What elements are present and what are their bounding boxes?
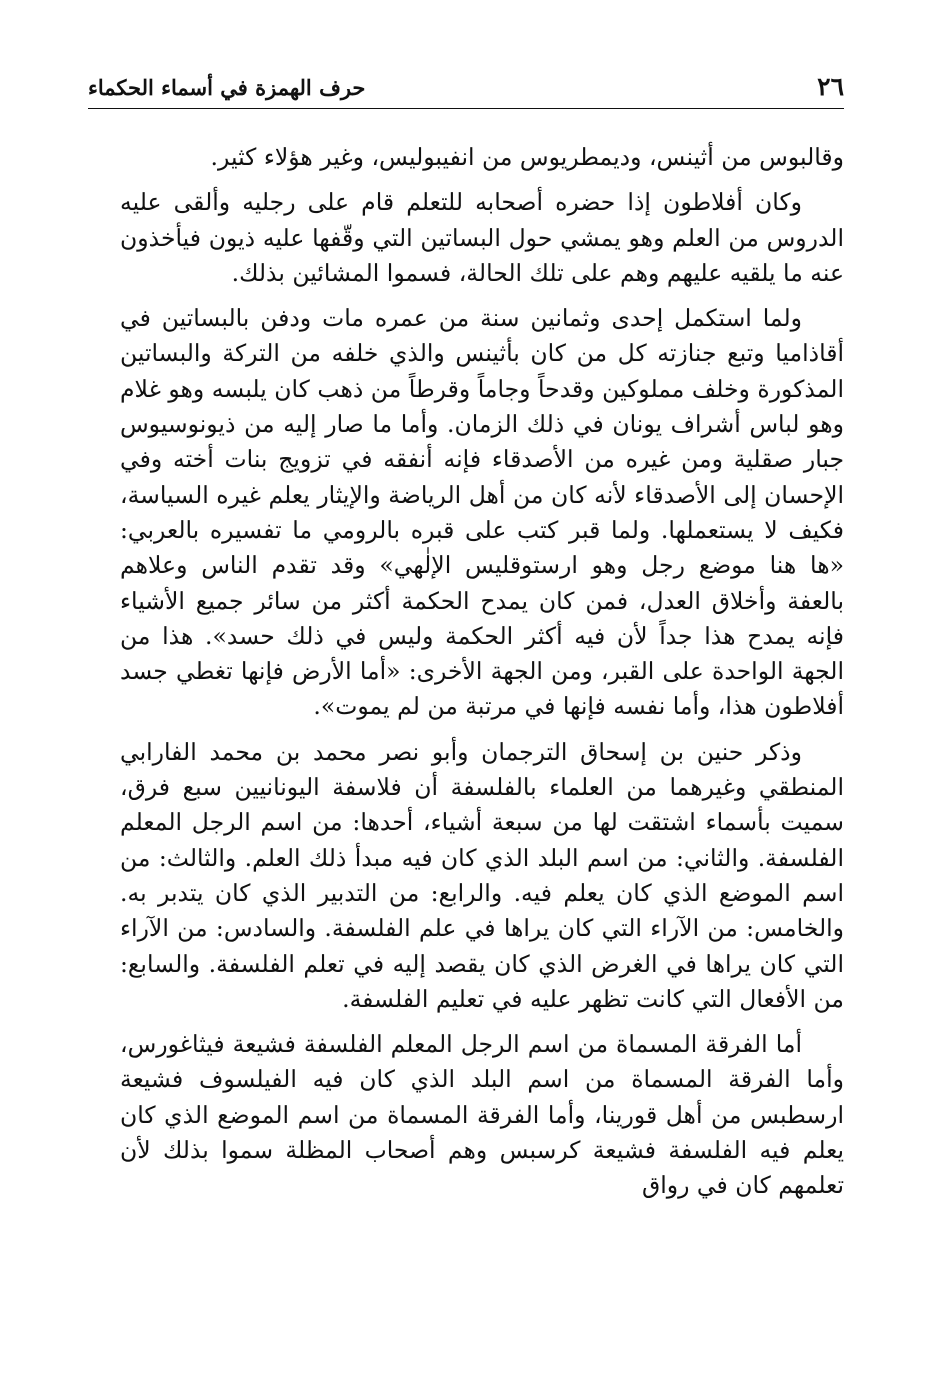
running-title: حرف الهمزة في أسماء الحكماء xyxy=(88,75,366,100)
paragraph: وذكر حنين بن إسحاق الترجمان وأبو نصر محمد بن محمد الفارابي المنطقي وغيرهما من العلماء بالفلسفة أن فلاسفة اليونانيين سبع فرق، سميت بأسماء اشتقت لها من سبعة أشياء، أحدها: من اسم الرجل المعلم الفلسفة. والثاني: من اسم البلد الذي كان فيه مبدأ ذلك العلم. والثالث: من اسم الموضع الذي كان يعلم فيه. والرابع: من التدبير الذي كان يتدبر به. والخامس: من الآراء التي كان يراها في علم الفلسفة. والسادس: من الآراء التي كان يراها في الغرض الذي كان يقصد إليه في تعلم الفلسفة. والسابع: من الأفعال التي كانت تظهر عليه في تعليم الفلسفة. xyxy=(120,737,844,1013)
body-text xyxy=(120,140,844,1214)
paragraph: ولما استكمل إحدى وثمانين سنة من عمره مات ودفن بالبساتين في أقاذاميا وتبع جنازته كل من كان بأثينس والذي خلفه من التركة والبساتين المذكورة وخلف مملوكين وقدحاً وجاماً وقرطاً من ذهب كان يلبسه وهو غلام وهو لباس أشراف يونان في ذلك الزمان. وأما ما صار إليه من ذيونوسيوس جبار صقلية ومن غيره من الأصدقاء فإنه أنفقه في تزويج بنات أخته وفي الإحسان إلى الأصدقاء لأنه كان من أهل الرياضة والإيثار يعلم غيره السياسة، فكيف لا يستعملها. ولما قبر كتب على قبره بالرومي ما تفسيره بالعربي: «ها هنا موضع رجل وهو ارستوقليس الإلٰهي» وقد تقدم الناس وعلاهم بالعفة وأخلاق العدل، فمن كان يمدح الحكمة أكثر من سائر جميع الأشياء فإنه يمدح هذا جداً لأن فيه أكثر الحكمة وليس في ذلك حسد». هذا من الجهة الواحدة على القبر، ومن الجهة الأخرى: «أما الأرض فإنها تغطي جسد أفلاطون هذا، وأما نفسه فإنها في مرتبة من لم يموت». xyxy=(120,304,844,721)
paragraph: وكان أفلاطون إذا حضره أصحابه للتعلم قام على رجليه وألقى عليه الدروس من العلم وهو يمشي حول البساتين التي وقّفها عليه ذيون فيأخذون عنه ما يلقيه عليهم وهم على تلك الحالة، فسموا المشائين بذلك. xyxy=(120,188,844,287)
page-header xyxy=(88,72,844,109)
paragraph: وقالبوس من أثينس، وديمطريوس من انفيبوليس، وغير هؤلاء كثير. xyxy=(210,143,844,171)
paragraph: أما الفرقة المسماة من اسم الرجل المعلم الفلسفة فشيعة فيثاغورس، وأما الفرقة المسماة من اسم البلد الذي كان فيه الفيلسوف فشيعة ارسطبس من أهل قورينا، وأما الفرقة المسماة من اسم الموضع الذي كان يعلم فيه الفلسفة فشيعة كرسبس وهم أصحاب المظلة سموا بذلك لأن تعلمهم كان في رواق xyxy=(120,1030,844,1200)
page-number: ٢٦ xyxy=(817,72,844,101)
